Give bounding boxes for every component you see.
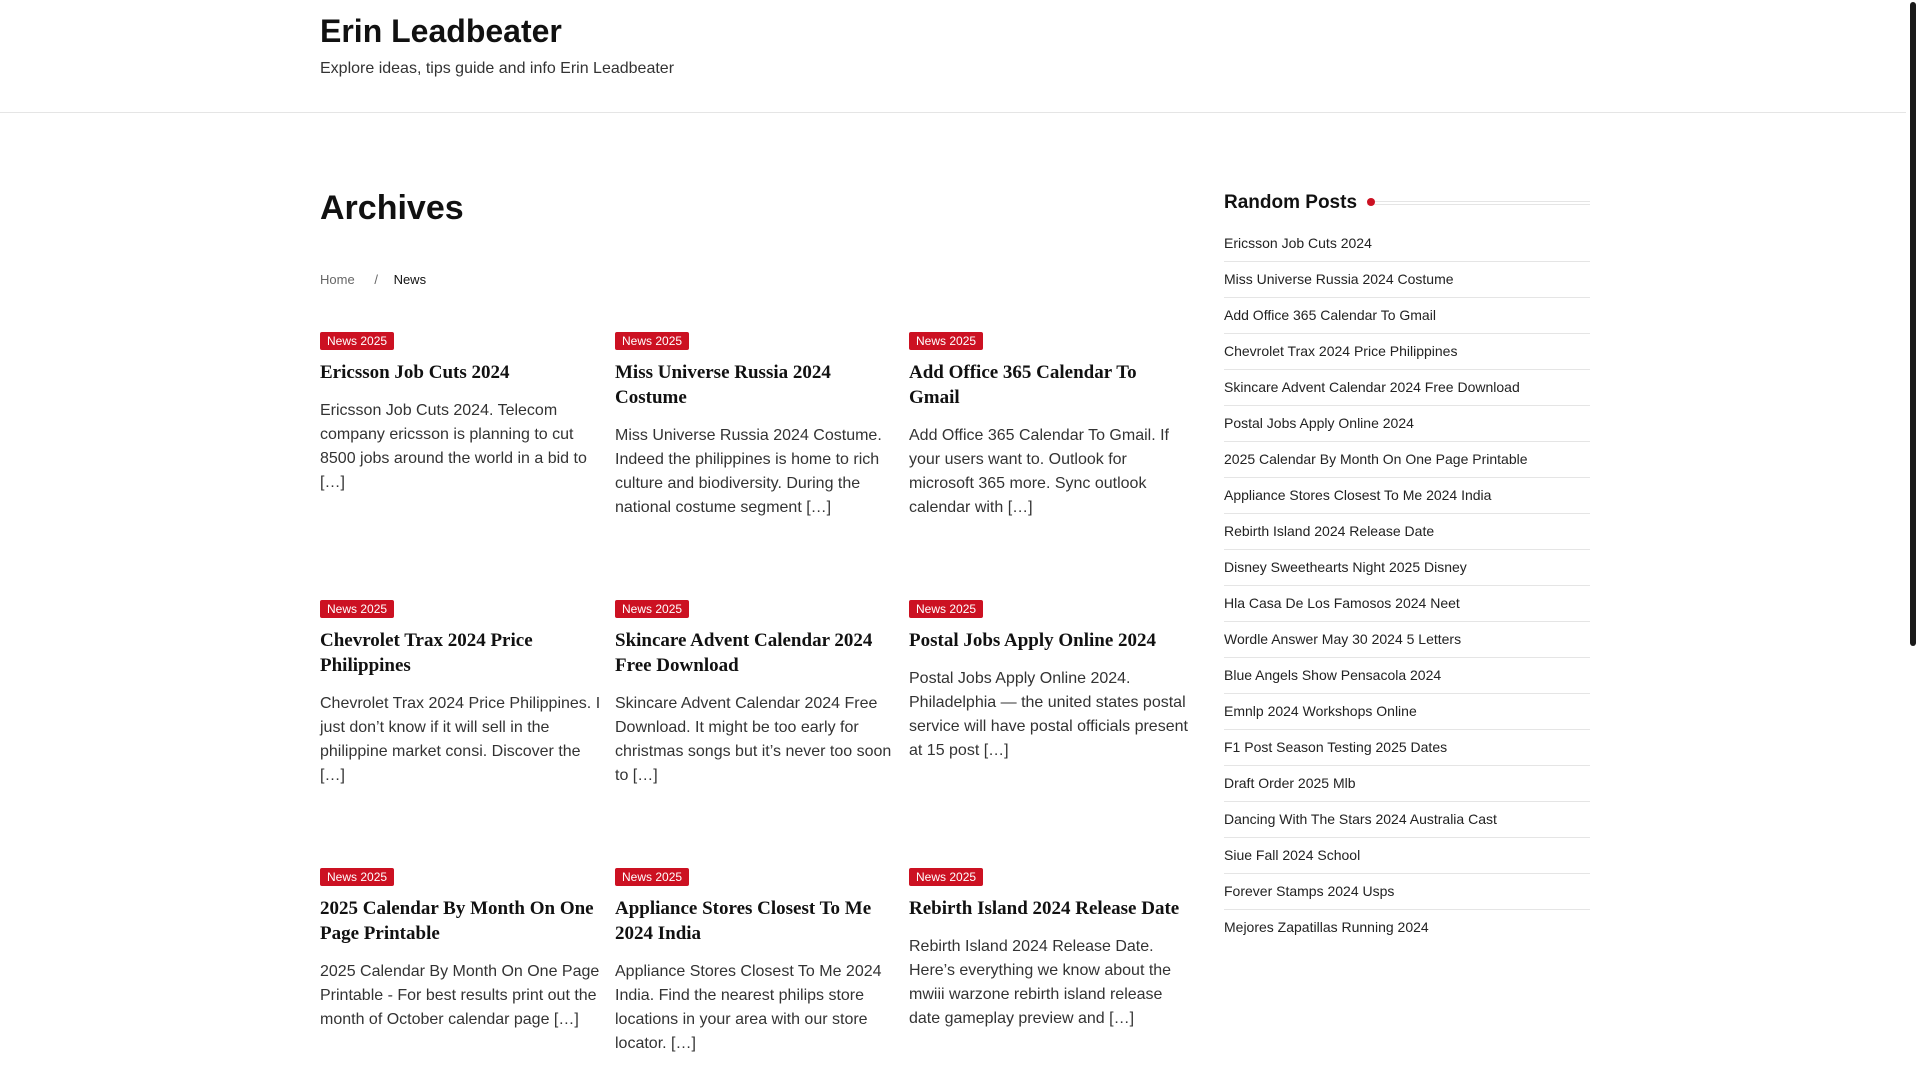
random-post-link[interactable]: F1 Post Season Testing 2025 Dates	[1224, 730, 1590, 766]
random-post-link[interactable]: Disney Sweethearts Night 2025 Disney	[1224, 550, 1590, 586]
category-badge[interactable]: News 2025	[909, 600, 983, 618]
category-badge[interactable]: News 2025	[909, 868, 983, 886]
random-post-link[interactable]: Hla Casa De Los Famosos 2024 Neet	[1224, 586, 1590, 622]
post-excerpt: Add Office 365 Calendar To Gmail. If your users want to. Outlook for microsoft 365 more. Sync outlook calendar with […]	[909, 427, 1169, 516]
random-post-link[interactable]: Postal Jobs Apply Online 2024	[1224, 406, 1590, 442]
site-title[interactable]: Erin Leadbeater	[320, 13, 562, 49]
site-branding	[320, 10, 674, 80]
dot-icon	[1367, 198, 1375, 206]
random-post-link[interactable]: Forever Stamps 2024 Usps	[1224, 874, 1590, 910]
post-card	[909, 868, 1191, 1031]
widget-title: Random Posts	[1224, 190, 1367, 216]
post-excerpt: Miss Universe Russia 2024 Costume. Indeed the philippines is home to rich culture and biodiversity. During the national costume segment […]	[615, 427, 882, 516]
widget-header	[1224, 190, 1590, 218]
post-excerpt: Skincare Advent Calendar 2024 Free Download. It might be too early for christmas songs but it’s never too soon to […]	[615, 695, 892, 784]
post-title[interactable]: Postal Jobs Apply Online 2024	[909, 630, 1157, 651]
post-excerpt: Rebirth Island 2024 Release Date. Here’s everything we know about the mwiii warzone rebirth island release date gameplay preview and […]	[909, 938, 1172, 1027]
post-excerpt: 2025 Calendar By Month On One Page Printable - For best results print out the month of October calendar page […]	[320, 963, 600, 1028]
random-posts-list	[1224, 226, 1590, 945]
random-post-link[interactable]: Skincare Advent Calendar 2024 Free Download	[1224, 370, 1590, 406]
vertical-scrollbar[interactable]	[1906, 0, 1920, 1080]
post-title[interactable]: Skincare Advent Calendar 2024 Free Download	[615, 630, 873, 676]
post-excerpt: Ericsson Job Cuts 2024. Telecom company ericsson is planning to cut 8500 jobs around the world in a bid to […]	[320, 402, 587, 491]
category-badge[interactable]: News 2025	[320, 868, 394, 886]
post-title[interactable]: Appliance Stores Closest To Me 2024 India	[615, 898, 872, 944]
post-title[interactable]: Chevrolet Trax 2024 Price Philippines	[320, 630, 533, 676]
random-post-link[interactable]: Appliance Stores Closest To Me 2024 India	[1224, 478, 1590, 514]
post-card	[909, 332, 1191, 520]
site-tagline: Explore ideas, tips guide and info Erin Leadbeater	[320, 60, 675, 77]
post-title[interactable]: Ericsson Job Cuts 2024	[320, 362, 510, 383]
category-badge[interactable]: News 2025	[615, 332, 689, 350]
category-badge[interactable]: News 2025	[320, 332, 394, 350]
post-excerpt: Postal Jobs Apply Online 2024. Philadelphia — the united states postal service will have postal officials present at 15 post […]	[909, 670, 1188, 759]
site-header	[0, 0, 1906, 113]
post-title[interactable]: Rebirth Island 2024 Release Date	[909, 898, 1180, 919]
random-post-link[interactable]: Add Office 365 Calendar To Gmail	[1224, 298, 1590, 334]
random-post-link[interactable]: 2025 Calendar By Month On One Page Printable	[1224, 442, 1590, 478]
random-post-link[interactable]: Draft Order 2025 Mlb	[1224, 766, 1590, 802]
post-title[interactable]: 2025 Calendar By Month On One Page Printable	[320, 898, 594, 944]
random-post-link[interactable]: Wordle Answer May 30 2024 5 Letters	[1224, 622, 1590, 658]
category-badge[interactable]: News 2025	[909, 332, 983, 350]
post-card	[615, 332, 897, 520]
random-post-link[interactable]: Dancing With The Stars 2024 Australia Cast	[1224, 802, 1590, 838]
category-badge[interactable]: News 2025	[615, 868, 689, 886]
category-badge[interactable]: News 2025	[615, 600, 689, 618]
category-badge[interactable]: News 2025	[320, 600, 394, 618]
random-post-link[interactable]: Blue Angels Show Pensacola 2024	[1224, 658, 1590, 694]
post-card	[320, 868, 602, 1032]
post-card	[320, 332, 602, 495]
scrollbar-thumb[interactable]	[1910, 2, 1916, 646]
post-card	[615, 868, 897, 1056]
random-post-link[interactable]: Ericsson Job Cuts 2024	[1224, 226, 1590, 262]
page-title: Archives	[320, 189, 464, 227]
random-post-link[interactable]: Siue Fall 2024 School	[1224, 838, 1590, 874]
breadcrumb	[320, 272, 426, 287]
sidebar	[1224, 190, 1590, 945]
post-excerpt: Appliance Stores Closest To Me 2024 India. Find the nearest philips store locations in your area with our store locator. […]	[615, 963, 882, 1052]
random-post-link[interactable]: Mejores Zapatillas Running 2024	[1224, 919, 1429, 935]
random-post-link[interactable]: Miss Universe Russia 2024 Costume	[1224, 262, 1590, 298]
post-card	[615, 600, 897, 788]
random-post-link[interactable]: Emnlp 2024 Workshops Online	[1224, 694, 1590, 730]
breadcrumb-separator: /	[374, 272, 378, 287]
post-title[interactable]: Add Office 365 Calendar To Gmail	[909, 362, 1137, 408]
random-post-link[interactable]: Rebirth Island 2024 Release Date	[1224, 514, 1590, 550]
breadcrumb-current: News	[393, 272, 427, 287]
post-title[interactable]: Miss Universe Russia 2024 Costume	[615, 362, 831, 408]
post-card	[909, 600, 1191, 763]
breadcrumb-home-link[interactable]: Home	[320, 272, 355, 287]
post-excerpt: Chevrolet Trax 2024 Price Philippines. I just don’t know if it will sell in the philippine market consi. Discover the […]	[320, 695, 601, 784]
random-post-link[interactable]: Chevrolet Trax 2024 Price Philippines	[1224, 334, 1590, 370]
post-card	[320, 600, 602, 788]
